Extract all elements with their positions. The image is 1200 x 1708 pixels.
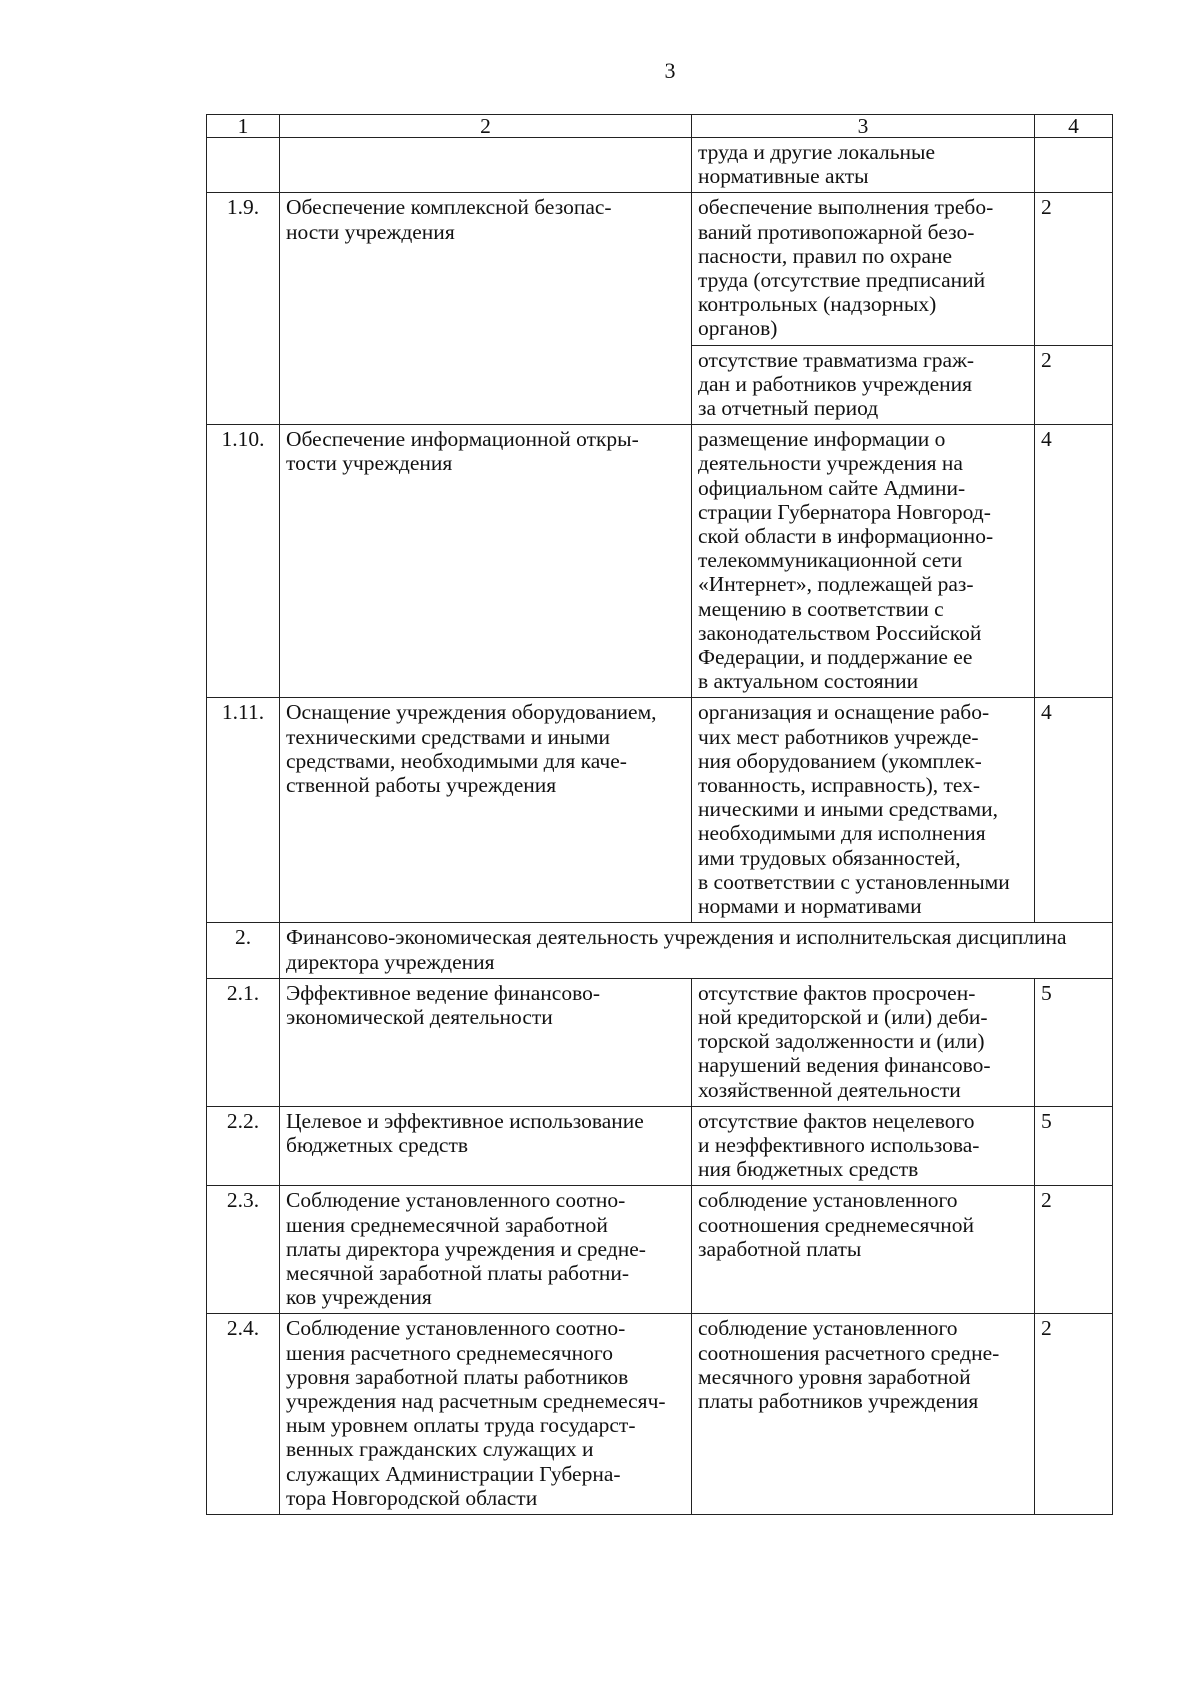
name-line: тора Новгородской области — [286, 1485, 538, 1510]
header-cell: 1 — [207, 115, 280, 138]
criteria-table — [206, 114, 1113, 1515]
name-line: Эффективное ведение финансово- — [286, 980, 601, 1005]
table-row — [207, 1186, 1113, 1314]
criterion-line: платы работников учреждения — [698, 1388, 979, 1413]
criterion-line: деятельности учреждения на — [698, 451, 963, 476]
header-cell: 3 — [692, 115, 1035, 138]
criterion-line: ной кредиторской и (или) деби- — [698, 1004, 988, 1029]
criterion-cell — [692, 138, 1035, 193]
table-row — [207, 698, 1113, 923]
continuation-row — [207, 138, 1113, 193]
name-line: тости учреждения — [286, 451, 453, 476]
points-cell: 5 — [1035, 1106, 1113, 1186]
criterion-line: организация и оснащение рабо- — [698, 700, 990, 725]
criterion-line: месячного уровня заработной — [698, 1364, 971, 1389]
criterion-cell — [692, 1186, 1035, 1314]
name-line: уровня заработной платы работников — [286, 1364, 629, 1389]
criterion-line: торской задолженности и (или) — [698, 1029, 985, 1054]
table-row — [207, 1106, 1113, 1186]
criterion-line: чих мест работников учрежде- — [698, 724, 979, 749]
name-line: Целевое и эффективное использование — [286, 1108, 644, 1133]
criterion-line: соотношения расчетного средне- — [698, 1340, 1000, 1365]
criterion-line: обеспечение выполнения требо- — [698, 195, 994, 220]
section-row — [207, 923, 1113, 978]
criterion-line: телекоммуникационной сети — [698, 548, 963, 573]
name-line: ным уровнем оплаты труда государст- — [286, 1413, 636, 1438]
name-cell — [280, 425, 692, 698]
name-line: Соблюдение установленного соотно- — [286, 1188, 626, 1213]
points-cell: 2 — [1035, 345, 1113, 425]
criterion-cell — [692, 345, 1035, 425]
table-row — [207, 1314, 1113, 1515]
criterion-line: в соответствии с установленными — [698, 869, 1010, 894]
criterion-cell — [692, 978, 1035, 1106]
name-line: Обеспечение информационной откры- — [286, 427, 639, 452]
name-line: шения среднемесячной заработной — [286, 1212, 608, 1237]
criterion-line: «Интернет», подлежащей раз- — [698, 572, 974, 597]
criterion-line: мещению в соответствии с — [698, 596, 944, 621]
num-cell: 1.9. — [207, 193, 280, 425]
num-cell: 2.3. — [207, 1186, 280, 1314]
table-row — [207, 193, 1113, 345]
criterion-line: отсутствие фактов просрочен- — [698, 980, 976, 1005]
criterion-line: страции Губернатора Новгород- — [698, 499, 991, 524]
criterion-line: тованность, исправность), тех- — [698, 773, 981, 798]
criterion-line: нормами и нормативами — [698, 894, 922, 919]
name-cell — [280, 1186, 692, 1314]
criterion-line: ваний противопожарной безо- — [698, 219, 975, 244]
criterion-line: официальном сайте Админи- — [698, 475, 966, 500]
name-line: ности учреждения — [286, 219, 455, 244]
points-cell: 4 — [1035, 425, 1113, 698]
name-line: учреждения над расчетным среднемесяч- — [286, 1388, 666, 1413]
criterion-line: законодательством Российской — [698, 620, 982, 645]
page-number: 3 — [664, 58, 676, 83]
criterion-line: ния оборудованием (укомплек- — [698, 748, 982, 773]
name-line: венных гражданских служащих и — [286, 1437, 594, 1462]
name-cell — [280, 1106, 692, 1186]
header-row — [207, 115, 1113, 138]
name-line: шения расчетного среднемесячного — [286, 1340, 613, 1365]
criterion-cell — [692, 698, 1035, 923]
name-line: средствами, необходимыми для каче- — [286, 748, 627, 773]
criterion-line: труда (отсутствие предписаний — [698, 268, 986, 293]
name-line: платы директора учреждения и средне- — [286, 1236, 646, 1261]
criterion-cell — [692, 425, 1035, 698]
name-cell — [280, 193, 692, 425]
name-line: Оснащение учреждения оборудованием, — [286, 700, 657, 725]
section-num-cell: 2. — [207, 923, 280, 978]
name-line: ственной работы учреждения — [286, 773, 557, 798]
criterion-line: соблюдение установленного — [698, 1316, 958, 1341]
points-cell: 2 — [1035, 1186, 1113, 1314]
criterion-line: ническими и иными средствами, — [698, 797, 999, 822]
name-cell — [280, 138, 692, 193]
name-cell — [280, 1314, 692, 1515]
name-line: Обеспечение комплексной безопас- — [286, 195, 612, 220]
points-cell: 2 — [1035, 193, 1113, 345]
name-line: служащих Администрации Губерна- — [286, 1461, 621, 1486]
header-cell: 2 — [280, 115, 692, 138]
name-line: бюджетных средств — [286, 1132, 469, 1157]
criterion-line: размещение информации о — [698, 427, 946, 452]
criterion-line: нормативные акты — [698, 164, 869, 189]
criterion-line: труда и другие локальные — [698, 140, 936, 164]
criterion-line: пасности, правил по охране — [698, 243, 953, 268]
criterion-line: за отчетный период — [698, 396, 879, 421]
name-line: экономической деятельности — [286, 1004, 553, 1029]
criterion-line: в актуальном состоянии — [698, 669, 919, 694]
num-cell: 2.2. — [207, 1106, 280, 1186]
name-line: ков учреждения — [286, 1285, 432, 1310]
points-cell: 2 — [1035, 1314, 1113, 1515]
section-title-cell: Финансово-экономическая деятельность учреждения и исполнительская дисциплина директора учреждения — [280, 923, 1113, 978]
criterion-line: отсутствие фактов нецелевого — [698, 1108, 975, 1133]
criterion-line: и неэффективного использова- — [698, 1132, 980, 1157]
criterion-line: отсутствие травматизма граж- — [698, 347, 975, 372]
table-row — [207, 425, 1113, 698]
points-cell: 5 — [1035, 978, 1113, 1106]
points-cell: 4 — [1035, 698, 1113, 923]
num-cell — [207, 138, 280, 193]
name-line: Соблюдение установленного соотно- — [286, 1316, 626, 1341]
criterion-line: Федерации, и поддержание ее — [698, 645, 973, 670]
points-cell — [1035, 138, 1113, 193]
criterion-line: необходимыми для исполнения — [698, 821, 986, 846]
criterion-line: хозяйственной деятельности — [698, 1077, 961, 1102]
name-cell — [280, 698, 692, 923]
name-cell — [280, 978, 692, 1106]
criterion-cell — [692, 193, 1035, 345]
num-cell: 2.1. — [207, 978, 280, 1106]
criterion-line: дан и работников учреждения — [698, 371, 973, 396]
criterion-line: контрольных (надзорных) — [698, 292, 937, 317]
num-cell: 1.11. — [207, 698, 280, 923]
criterion-line: ской области в информационно- — [698, 524, 994, 549]
criterion-line: органов) — [698, 316, 778, 341]
criterion-line: ния бюджетных средств — [698, 1157, 919, 1182]
criterion-line: соблюдение установленного — [698, 1188, 958, 1213]
name-line: месячной заработной платы работни- — [286, 1260, 630, 1285]
name-line: техническими средствами и иными — [286, 724, 611, 749]
num-cell: 1.10. — [207, 425, 280, 698]
criterion-cell — [692, 1106, 1035, 1186]
criterion-line: ими трудовых обязанностей, — [698, 845, 961, 870]
criterion-line: заработной платы — [698, 1236, 862, 1261]
criterion-cell — [692, 1314, 1035, 1515]
header-cell: 4 — [1035, 115, 1113, 138]
criterion-line: нарушений ведения финансово- — [698, 1053, 991, 1078]
criterion-line: соотношения среднемесячной — [698, 1212, 975, 1237]
table-row — [207, 978, 1113, 1106]
num-cell: 2.4. — [207, 1314, 280, 1515]
